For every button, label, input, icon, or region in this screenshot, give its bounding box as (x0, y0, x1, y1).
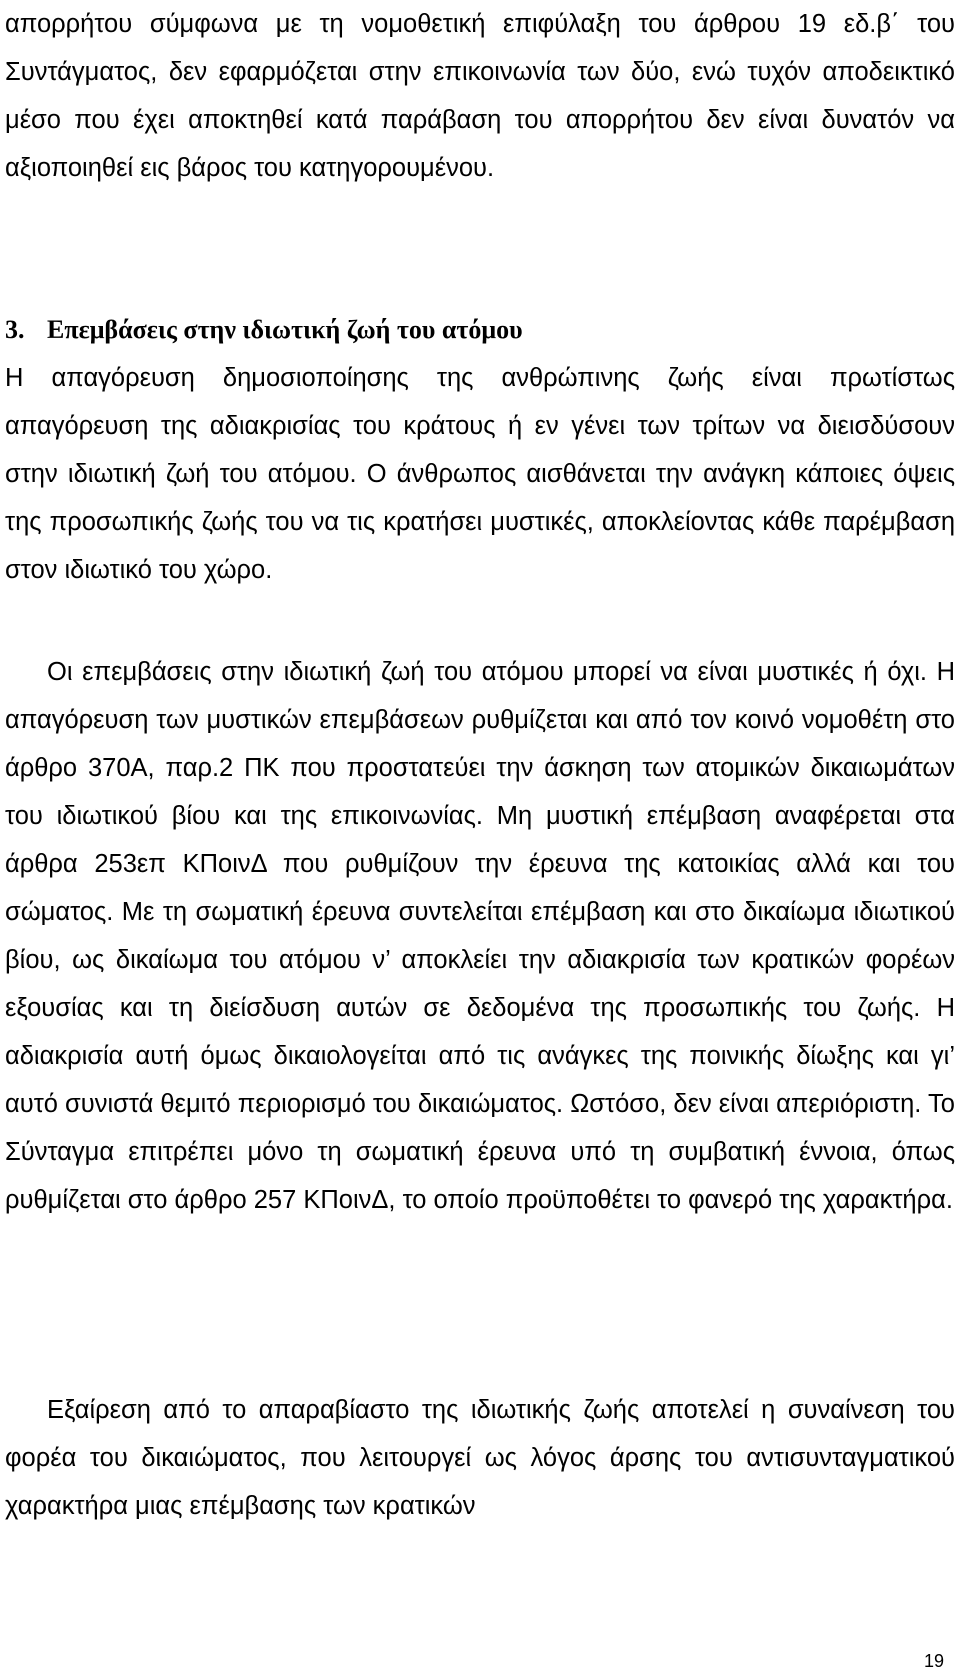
body-paragraph: Η απαγόρευση δημοσιοποίησης της ανθρώπινης ζωής είναι πρωτίστως απαγόρευση της αδιακρισίας του κράτους ή εν γένει των τρίτων να διεισδύσουν στην ιδιωτική ζωή του ατόμου. Ο άνθρωπος αισθάνεται την ανάγκη κάποιες όψεις της προσωπικής ζωής του να τις κρατήσει μυστικές, αποκλείοντας κάθε παρέμβαση στον ιδιωτικό του χώρο. (5, 364, 955, 584)
page-number: 19 (923, 1651, 944, 1671)
body-paragraph: Εξαίρεση από το απαραβίαστο της ιδιωτικής ζωής αποτελεί η συναίνεση του φορέα του δικαιώματος, που λειτουργεί ως λόγος άρσης του αντισυνταγματικού χαρακτήρα μιας επέμβασης των κρατικών (5, 1396, 955, 1520)
section-title: Επεμβάσεις στην ιδιωτική ζωή του ατόμου (47, 315, 523, 344)
section-heading (5, 306, 523, 354)
body-paragraph: Οι επεμβάσεις στην ιδιωτική ζωή του ατόμου μπορεί να είναι μυστικές ή όχι. Η απαγόρευση των μυστικών επεμβάσεων ρυθμίζεται και από τον κοινό νομοθέτη στο άρθρο 370Α, παρ.2 ΠΚ που προστατεύει την άσκηση των ατομικών δικαιωμάτων του ιδιωτικού βίου και της επικοινωνίας. Μη μυστική επέμβαση αναφέρεται στα άρθρα 253επ ΚΠοινΔ που ρυθμίζουν την έρευνα της κατοικίας αλλά και του σώματος. Με τη σωματική έρευνα συντελείται επέμβαση και στο δικαίωμα ιδιωτικού βίου, ως δικαίωμα του ατόμου ν’ αποκλείει την αδιακρισία των κρατικών φορέων εξουσίας και τη διείσδυση αυτών σε δεδομένα της προσωπικής του ζωής. Η αδιακρισία αυτή όμως δικαιολογείται από τις ανάγκες της ποινικής δίωξης και γι’ αυτό συνιστά θεμιτό περιορισμό του δικαιώματος. Ωστόσο, δεν είναι απεριόριστη. Το Σύνταγμα επιτρέπει μόνο τη σωματική έρευνα υπό τη συμβατική έννοια, όπως ρυθμίζεται στο άρθρο 257 ΚΠοινΔ, το οποίο προϋποθέτει το φανερό της χαρακτήρα. (5, 658, 955, 1214)
section-number: 3. (5, 315, 25, 344)
intro-paragraph: απορρήτου σύμφωνα με τη νομοθετική επιφύλαξη του άρθρου 19 εδ.β΄ του Συντάγματος, δεν εφαρμόζεται στην επικοινωνία των δύο, ενώ τυχόν αποδεικτικό μέσο που έχει αποκτηθεί κατά παράβαση του απορρήτου δεν είναι δυνατόν να αξιοποιηθεί εις βάρος του κατηγορουμένου. (5, 10, 955, 182)
